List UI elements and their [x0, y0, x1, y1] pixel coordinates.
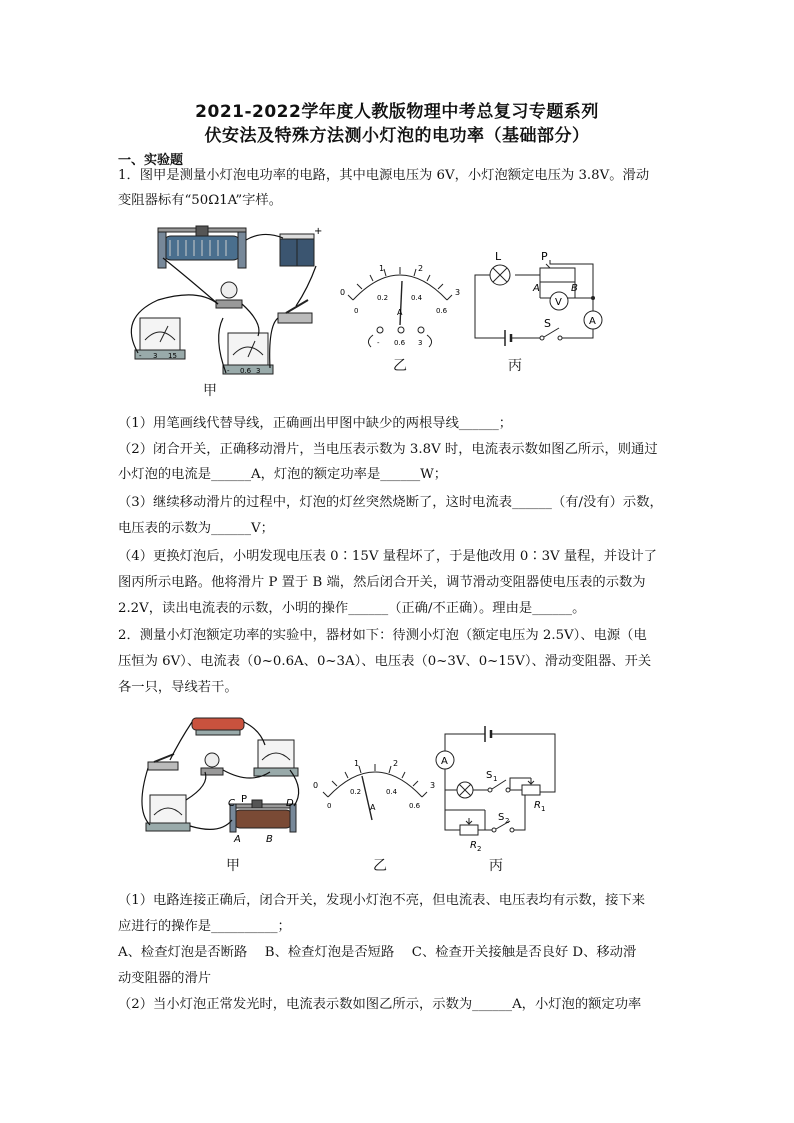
q1-circuit-rheostat	[540, 268, 575, 282]
q2-circuit-S1: S	[486, 770, 493, 781]
q1-circuit-V: V	[555, 297, 562, 308]
q2-circuit-R2-label: R	[470, 840, 477, 851]
q2-circuit-S1-sub: 1	[493, 775, 498, 783]
q2-options-line1: A、检查灯泡是否断路 B、检查灯泡是否短路 C、检查开关接触是否良好 D、移动滑	[118, 945, 637, 960]
q1-dial-term-3: 3	[418, 339, 423, 347]
q1-circuit-B: B	[571, 283, 578, 294]
q1-v-term-3: 3	[153, 352, 158, 360]
q1-label-bing: 丙	[508, 358, 522, 374]
q1-dial-upper-0: 0	[340, 288, 346, 297]
q1-battery	[280, 226, 322, 266]
q2-label-yi: 乙	[373, 858, 387, 874]
q2-dial-upper-3: 3	[430, 781, 436, 790]
svg-text:+: +	[314, 226, 323, 237]
q2-dial-lower-02: 0.2	[350, 788, 362, 796]
q2-rheo-P: P	[241, 794, 248, 805]
q1-bulb	[216, 282, 242, 308]
q1-label-jia: 甲	[203, 383, 217, 399]
q1-dial-lower-02: 0.2	[377, 294, 389, 302]
q1-sub2-line1: （2）闭合开关，正确移动滑片，当电压表示数为 3.8V 时，电流表示数如图乙所示，则通过	[118, 442, 658, 457]
q1-figure-bing-circuit	[465, 240, 615, 360]
q2-sub1-line1: （1）电路连接正确后，闭合开关，发现小灯泡不亮，但电流表、电压表均有示数，接下来	[118, 893, 646, 908]
q2-sub1-line2: 应进行的操作是__________；	[118, 919, 291, 934]
q2-stem-line1: 2．测量小灯泡额定功率的实验中，器材如下：待测小灯泡（额定电压为 2.5V）、电源（电	[118, 628, 647, 643]
q1-dial-term-neg: -	[377, 339, 380, 347]
q1-sub2-line2: 小灯泡的电流是______A，灯泡的额定功率是______W；	[118, 467, 448, 482]
q1-circuit-L: L	[495, 250, 502, 263]
q1-a-term-06: 0.6	[240, 367, 252, 375]
q2-label-bing: 丙	[489, 858, 503, 874]
q2-circuit-A: A	[441, 756, 448, 767]
q1-sub4-line3: 2.2V，读出电流表的示数，小明的操作______（正确/不正确）。理由是______。	[118, 601, 586, 616]
q1-dial-lower-0: 0	[354, 307, 359, 315]
q2-circuit-S2: S	[498, 812, 505, 823]
q1-stem-line1: 1．图甲是测量小灯泡电功率的电路，其中电源电压为 6V，小灯泡额定电压为 3.8V。滑动	[118, 168, 650, 183]
q1-figure-jia	[118, 218, 333, 398]
q1-v-term-15: 15	[168, 352, 177, 360]
q2-dial-upper-0: 0	[313, 781, 319, 790]
q2-circuit-R1	[522, 785, 540, 795]
q2-figure-yi-dial	[310, 752, 440, 822]
q1-dial-lower-06: 0.6	[436, 307, 448, 315]
q2-rheo-D: D	[286, 798, 294, 809]
q1-figure-yi-dial	[335, 255, 465, 355]
section-heading: 一、实验题	[118, 153, 184, 168]
q2-voltmeter-device	[254, 740, 298, 776]
q1-sub4-line1: （4）更换灯泡后，小明发现电压表 0∶15V 量程坏了，于是他改用 0∶3V 量程，并设计了	[118, 549, 657, 564]
q1-dial-term-06: 0.6	[394, 339, 406, 347]
q1-sub3-line1: （3）继续移动滑片的过程中，灯泡的灯丝突然烧断了，这时电流表______（有/没有）示数，	[118, 495, 663, 510]
q1-dial-upper-3: 3	[455, 288, 461, 297]
q2-circuit-S2-sub: 2	[505, 817, 510, 825]
doc-title-line2: 伏安法及特殊方法测小灯泡的电功率（基础部分）	[204, 126, 590, 146]
q2-rheo-B: B	[266, 834, 273, 845]
q1-v-term-neg: -	[139, 352, 142, 360]
q2-options-line2: 动变阻器的滑片	[118, 971, 212, 986]
q1-circuit-A: A	[533, 283, 540, 294]
q2-bulb	[201, 753, 223, 775]
q2-rheo-A: A	[234, 834, 241, 845]
q1-switch	[278, 300, 312, 323]
q1-dial-unit: A	[397, 308, 403, 317]
q2-circuit-R2-sub: 2	[477, 845, 482, 852]
doc-title-line1: 2021-2022学年度人教版物理中考总复习专题系列	[195, 102, 599, 122]
q1-sub4-line2: 图丙所示电路。他将滑片 P 置于 B 端，然后闭合开关，调节滑动变阻器使电压表的示数为	[118, 575, 646, 590]
q2-figure-jia	[140, 710, 310, 850]
q1-label-yi: 乙	[393, 358, 407, 374]
q2-dial-upper-2: 2	[393, 759, 399, 768]
q2-dial-lower-0: 0	[327, 802, 332, 810]
q2-stem-line3: 各一只，导线若干。	[118, 680, 238, 695]
q1-ammeter-device	[223, 333, 273, 375]
q1-dial-upper-2: 2	[418, 264, 424, 273]
q2-circuit-R2	[460, 825, 478, 835]
q1-a-term-neg: -	[227, 367, 230, 375]
q1-rheostat	[158, 226, 246, 268]
q1-sub3-line2: 电压表的示数为______V；	[118, 521, 274, 536]
q1-voltmeter-device	[135, 318, 185, 360]
q1-sub1: （1）用笔画线代替导线，正确画出甲图中缺少的两根导线______；	[118, 416, 513, 431]
q2-stem-line2: 压恒为 6V）、电流表（0~0.6A、0~3A）、电压表（0~3V、0~15V）、滑动变阻器、开关	[118, 654, 652, 669]
q1-a-term-3: 3	[256, 367, 261, 375]
q2-label-jia: 甲	[226, 858, 240, 874]
q2-circuit-R1-sub: 1	[541, 805, 546, 813]
q1-circuit-S: S	[544, 317, 551, 330]
q2-circuit-R1-label: R	[534, 800, 541, 811]
q2-figure-bing-circuit	[430, 722, 570, 852]
q1-stem-line2: 变阻器标有“50Ω1A”字样。	[118, 193, 283, 208]
q2-sub2: （2）当小灯泡正常发光时，电流表示数如图乙所示，示数为______A，小灯泡的额定功率	[118, 997, 642, 1012]
q2-switch	[148, 754, 178, 770]
q1-circuit-P: P	[541, 250, 548, 263]
q1-dial-upper-1: 1	[379, 264, 385, 273]
q2-dial-lower-06: 0.6	[409, 802, 421, 810]
q1-circuit-Am: A	[589, 316, 596, 327]
q2-battery	[192, 718, 244, 735]
q2-ammeter-device	[146, 795, 190, 831]
q2-dial-lower-04: 0.4	[386, 788, 398, 796]
q1-dial-lower-04: 0.4	[411, 294, 423, 302]
q2-dial-unit: A	[370, 803, 376, 812]
q2-dial-upper-1: 1	[354, 759, 360, 768]
q2-rheo-C: C	[228, 798, 235, 809]
